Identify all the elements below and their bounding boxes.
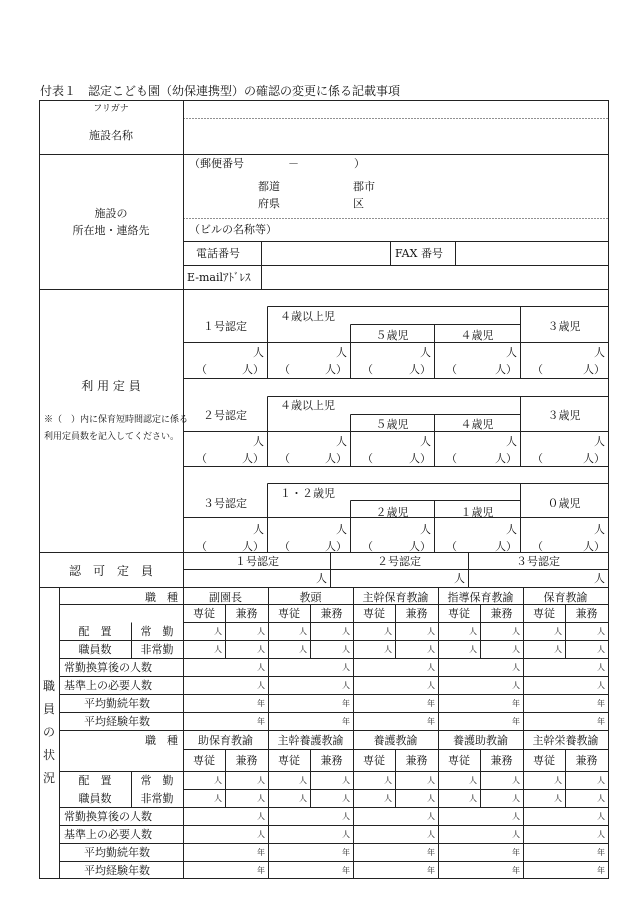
job-title: 保育教諭 bbox=[543, 591, 588, 604]
fulltime-dedicated-header: 専従 bbox=[193, 753, 215, 767]
short-hours-paren-unit: 人） bbox=[242, 452, 264, 465]
summary-unit: 年 bbox=[342, 699, 350, 708]
staff-count-unit: 人 bbox=[512, 794, 520, 803]
parttime-label: 非常勤 bbox=[140, 643, 174, 656]
building-name-field[interactable]: （ビルの名称等） bbox=[189, 223, 277, 236]
form-title: 付表１ 認定こども園（幼保連携型）の確認の変更に係る記載事項 bbox=[40, 84, 401, 98]
staff-side-label-1: 職 bbox=[42, 679, 56, 693]
staff-count-unit: 人 bbox=[512, 645, 520, 654]
fulltime-dedicated-header: 専従 bbox=[193, 606, 215, 620]
capacity-count-unit: 人 bbox=[253, 523, 264, 536]
staff-count-unit: 人 bbox=[299, 627, 307, 636]
capacity-count-unit: 人 bbox=[594, 435, 605, 448]
concurrent-header: 兼務 bbox=[490, 753, 513, 767]
summary-unit: 年 bbox=[257, 717, 265, 726]
job-title: 助保育教諭 bbox=[198, 734, 253, 747]
summary-unit: 年 bbox=[342, 848, 350, 857]
short-hours-paren-open: （ bbox=[446, 540, 457, 553]
city-label: 郡市 bbox=[353, 180, 375, 193]
staff-count-unit: 人 bbox=[214, 627, 222, 636]
placement-label: 配 置 bbox=[78, 774, 112, 787]
short-hours-paren-open: （ bbox=[279, 363, 290, 376]
summary-row-label: 基準上の必要人数 bbox=[64, 828, 152, 841]
staff-count-unit: 人 bbox=[257, 645, 265, 654]
email-label: E-mailｱﾄﾞﾚｽ bbox=[187, 271, 251, 284]
concurrent-header: 兼務 bbox=[575, 606, 598, 620]
summary-unit: 人 bbox=[257, 663, 265, 672]
job-title: 養護助教諭 bbox=[453, 734, 508, 747]
postal-code-field[interactable]: （郵便番号 － ） bbox=[189, 157, 365, 170]
fulltime-label: 常 勤 bbox=[140, 774, 174, 787]
age-group-label: ４歳以上児 bbox=[280, 310, 335, 323]
phone-label: 電話番号 bbox=[196, 247, 240, 260]
staff-count-unit: 人 bbox=[554, 794, 562, 803]
concurrent-header: 兼務 bbox=[490, 606, 513, 620]
short-hours-paren-open: （ bbox=[196, 540, 207, 553]
cert-label: ３号認定 bbox=[203, 497, 247, 510]
summary-unit: 年 bbox=[512, 717, 520, 726]
capacity-count-unit: 人 bbox=[253, 435, 264, 448]
job-title: 主幹保育教諭 bbox=[362, 591, 429, 604]
summary-unit: 人 bbox=[257, 812, 265, 821]
sub-age-label: ４歳児 bbox=[460, 418, 494, 431]
job-title: 指導保育教諭 bbox=[447, 591, 514, 604]
staff-count-unit: 人 bbox=[342, 645, 350, 654]
staff-count-unit: 人 bbox=[597, 794, 605, 803]
fax-field[interactable] bbox=[458, 243, 606, 263]
summary-unit: 年 bbox=[257, 866, 265, 875]
short-hours-paren-open: （ bbox=[196, 452, 207, 465]
staff-side-label-3: の bbox=[42, 725, 56, 739]
concurrent-header: 兼務 bbox=[320, 753, 343, 767]
summary-unit: 人 bbox=[427, 681, 435, 690]
fulltime-dedicated-header: 専従 bbox=[278, 753, 300, 767]
staff-count-unit: 人 bbox=[384, 645, 392, 654]
location-label-line2: 所在地・連絡先 bbox=[72, 224, 150, 237]
staff-count-unit: 人 bbox=[512, 627, 520, 636]
summary-row-label: 平均勤続年数 bbox=[84, 697, 150, 710]
staff-count-unit: 人 bbox=[554, 627, 562, 636]
capacity-count-unit: 人 bbox=[420, 435, 431, 448]
staff-count-unit: 人 bbox=[299, 794, 307, 803]
short-hours-paren-open: （ bbox=[446, 363, 457, 376]
summary-unit: 年 bbox=[427, 699, 435, 708]
summary-unit: 人 bbox=[342, 663, 350, 672]
staff-count-unit: 人 bbox=[384, 794, 392, 803]
staff-count-unit: 人 bbox=[342, 776, 350, 785]
summary-unit: 人 bbox=[597, 812, 605, 821]
summary-unit: 年 bbox=[597, 848, 605, 857]
age-group-label: ４歳以上児 bbox=[280, 399, 335, 412]
staff-count-unit: 人 bbox=[554, 645, 562, 654]
job-title: 主幹養護教諭 bbox=[277, 734, 344, 747]
staff-count-unit: 人 bbox=[299, 645, 307, 654]
capacity-count-unit: 人 bbox=[420, 523, 431, 536]
youngest-age-label: ３歳児 bbox=[547, 409, 581, 422]
summary-unit: 人 bbox=[427, 830, 435, 839]
cert-label: ２号認定 bbox=[203, 409, 247, 422]
staff-side-label-4: 状 bbox=[42, 748, 56, 762]
sub-age-label: １歳児 bbox=[460, 506, 494, 519]
summary-unit: 人 bbox=[597, 830, 605, 839]
short-hours-paren-open: （ bbox=[446, 452, 457, 465]
staff-count-unit: 人 bbox=[342, 627, 350, 636]
job-title: 養護教諭 bbox=[373, 734, 418, 747]
summary-unit: 人 bbox=[342, 812, 350, 821]
authorized-label: 認 可 定 員 bbox=[68, 564, 154, 578]
staff-count-unit: 人 bbox=[512, 776, 520, 785]
summary-row-label: 平均経験年数 bbox=[84, 864, 150, 877]
short-hours-paren-open: （ bbox=[362, 363, 373, 376]
short-hours-paren-unit: 人） bbox=[409, 452, 431, 465]
authorized-unit-3: 人 bbox=[594, 572, 605, 585]
capacity-count-unit: 人 bbox=[506, 346, 517, 359]
summary-unit: 人 bbox=[257, 830, 265, 839]
summary-unit: 年 bbox=[427, 717, 435, 726]
prefecture-label-top: 都道 bbox=[258, 180, 280, 193]
summary-unit: 人 bbox=[597, 663, 605, 672]
short-hours-paren-unit: 人） bbox=[583, 452, 605, 465]
staff-count-unit: 人 bbox=[554, 776, 562, 785]
short-hours-paren-unit: 人） bbox=[409, 540, 431, 553]
authorized-header-3: ３号認定 bbox=[516, 555, 560, 568]
authorized-header-2: ２号認定 bbox=[377, 555, 421, 568]
staff-count-unit: 人 bbox=[384, 627, 392, 636]
staff-count-unit: 人 bbox=[469, 645, 477, 654]
staff-count-unit: 人 bbox=[427, 794, 435, 803]
summary-unit: 人 bbox=[512, 812, 520, 821]
short-hours-paren-open: （ bbox=[362, 452, 373, 465]
ward-label: 区 bbox=[353, 197, 364, 210]
staff-count-unit: 人 bbox=[427, 776, 435, 785]
summary-unit: 年 bbox=[597, 699, 605, 708]
age-group-label: １・２歳児 bbox=[280, 487, 335, 500]
summary-row-label: 常勤換算後の人数 bbox=[64, 661, 152, 674]
short-hours-paren-unit: 人） bbox=[583, 363, 605, 376]
placement-label: 配 置 bbox=[78, 625, 112, 638]
summary-unit: 年 bbox=[342, 866, 350, 875]
staff-count-unit: 人 bbox=[299, 776, 307, 785]
short-hours-paren-unit: 人） bbox=[495, 540, 517, 553]
summary-unit: 年 bbox=[512, 866, 520, 875]
staff-count-unit: 人 bbox=[469, 794, 477, 803]
authorized-header-1: １号認定 bbox=[235, 555, 279, 568]
short-hours-paren-open: （ bbox=[362, 540, 373, 553]
sub-age-label: ４歳児 bbox=[460, 329, 494, 342]
summary-unit: 年 bbox=[257, 699, 265, 708]
summary-unit: 年 bbox=[427, 848, 435, 857]
authorized-unit-2: 人 bbox=[454, 572, 465, 585]
sub-age-label: ２歳児 bbox=[375, 506, 409, 519]
summary-unit: 人 bbox=[342, 830, 350, 839]
summary-unit: 人 bbox=[427, 663, 435, 672]
location-label-line1: 施設の bbox=[94, 207, 128, 220]
staff-count-unit: 人 bbox=[597, 645, 605, 654]
short-hours-paren-unit: 人） bbox=[325, 363, 347, 376]
summary-unit: 年 bbox=[257, 848, 265, 857]
staff-count-unit: 人 bbox=[597, 627, 605, 636]
fulltime-dedicated-header: 専従 bbox=[363, 753, 385, 767]
staff-count-unit: 人 bbox=[214, 794, 222, 803]
youngest-age-label: ３歳児 bbox=[547, 320, 581, 333]
furigana-label: フリガナ bbox=[93, 104, 129, 114]
short-hours-paren-unit: 人） bbox=[583, 540, 605, 553]
short-hours-paren-open: （ bbox=[532, 540, 543, 553]
summary-row-label: 基準上の必要人数 bbox=[64, 679, 152, 692]
capacity-count-unit: 人 bbox=[336, 435, 347, 448]
summary-unit: 人 bbox=[257, 681, 265, 690]
facility-name-label: 施設名称 bbox=[89, 129, 133, 142]
staff-count-label: 職員数 bbox=[78, 792, 112, 805]
staff-count-unit: 人 bbox=[469, 627, 477, 636]
capacity-count-unit: 人 bbox=[506, 523, 517, 536]
job-title: 主幹栄養教諭 bbox=[532, 734, 599, 747]
job-title: 教頭 bbox=[299, 591, 322, 604]
short-hours-paren-unit: 人） bbox=[409, 363, 431, 376]
short-hours-paren-open: （ bbox=[532, 363, 543, 376]
sub-age-label: ５歳児 bbox=[375, 418, 409, 431]
staff-count-unit: 人 bbox=[257, 776, 265, 785]
short-hours-paren-unit: 人） bbox=[242, 363, 264, 376]
capacity-note: ※（ ）内に保育短時間認定に係る利用定員数を記入してください。 bbox=[44, 415, 189, 442]
summary-unit: 年 bbox=[512, 848, 520, 857]
capacity-count-unit: 人 bbox=[420, 346, 431, 359]
fulltime-dedicated-header: 専従 bbox=[533, 753, 555, 767]
summary-unit: 人 bbox=[512, 663, 520, 672]
summary-unit: 年 bbox=[512, 699, 520, 708]
capacity-count-unit: 人 bbox=[336, 346, 347, 359]
summary-unit: 人 bbox=[512, 681, 520, 690]
fulltime-dedicated-header: 専従 bbox=[448, 753, 470, 767]
staff-count-unit: 人 bbox=[214, 645, 222, 654]
staff-count-unit: 人 bbox=[427, 645, 435, 654]
capacity-count-unit: 人 bbox=[594, 523, 605, 536]
concurrent-header: 兼務 bbox=[575, 753, 598, 767]
summary-unit: 年 bbox=[597, 717, 605, 726]
summary-row-label: 平均経験年数 bbox=[84, 715, 150, 728]
facility-name-field[interactable] bbox=[186, 121, 606, 152]
capacity-count-unit: 人 bbox=[336, 523, 347, 536]
staff-count-unit: 人 bbox=[427, 627, 435, 636]
concurrent-header: 兼務 bbox=[405, 606, 428, 620]
cert-label: １号認定 bbox=[203, 320, 247, 333]
short-hours-paren-open: （ bbox=[532, 452, 543, 465]
email-field[interactable] bbox=[264, 267, 606, 287]
fax-label: FAX 番号 bbox=[395, 247, 443, 260]
capacity-count-unit: 人 bbox=[506, 435, 517, 448]
summary-row-label: 平均勤続年数 bbox=[84, 846, 150, 859]
short-hours-paren-open: （ bbox=[279, 540, 290, 553]
job-type-label: 職 種 bbox=[145, 734, 178, 747]
short-hours-paren-unit: 人） bbox=[325, 540, 347, 553]
capacity-count-unit: 人 bbox=[253, 346, 264, 359]
summary-unit: 年 bbox=[427, 866, 435, 875]
capacity-count-unit: 人 bbox=[594, 346, 605, 359]
concurrent-header: 兼務 bbox=[235, 753, 258, 767]
sub-age-label: ５歳児 bbox=[375, 329, 409, 342]
short-hours-paren-open: （ bbox=[279, 452, 290, 465]
authorized-unit-1: 人 bbox=[316, 572, 327, 585]
summary-row-label: 常勤換算後の人数 bbox=[64, 810, 152, 823]
staff-count-unit: 人 bbox=[469, 776, 477, 785]
summary-unit: 年 bbox=[597, 866, 605, 875]
summary-unit: 人 bbox=[597, 681, 605, 690]
capacity-label: 利 用 定 員 bbox=[81, 379, 141, 393]
staff-side-label-2: 員 bbox=[42, 702, 56, 716]
fulltime-dedicated-header: 専従 bbox=[533, 606, 555, 620]
summary-unit: 年 bbox=[342, 717, 350, 726]
summary-unit: 人 bbox=[342, 681, 350, 690]
short-hours-paren-unit: 人） bbox=[242, 540, 264, 553]
job-type-label: 職 種 bbox=[145, 591, 178, 604]
job-title: 副園長 bbox=[209, 591, 242, 604]
concurrent-header: 兼務 bbox=[235, 606, 258, 620]
staff-count-unit: 人 bbox=[257, 794, 265, 803]
short-hours-paren-unit: 人） bbox=[495, 363, 517, 376]
summary-unit: 人 bbox=[427, 812, 435, 821]
fulltime-label: 常 勤 bbox=[140, 625, 174, 638]
short-hours-paren-unit: 人） bbox=[325, 452, 347, 465]
concurrent-header: 兼務 bbox=[320, 606, 343, 620]
short-hours-paren-unit: 人） bbox=[495, 452, 517, 465]
prefecture-label-bottom: 府県 bbox=[258, 197, 280, 210]
youngest-age-label: ０歳児 bbox=[547, 497, 581, 510]
parttime-label: 非常勤 bbox=[140, 792, 174, 805]
staff-count-label: 職員数 bbox=[78, 643, 112, 656]
staff-count-unit: 人 bbox=[384, 776, 392, 785]
phone-field[interactable] bbox=[264, 243, 388, 263]
fulltime-dedicated-header: 専従 bbox=[278, 606, 300, 620]
concurrent-header: 兼務 bbox=[405, 753, 428, 767]
fulltime-dedicated-header: 専従 bbox=[448, 606, 470, 620]
furigana-field[interactable] bbox=[186, 103, 606, 117]
staff-count-unit: 人 bbox=[597, 776, 605, 785]
staff-count-unit: 人 bbox=[214, 776, 222, 785]
summary-unit: 人 bbox=[512, 830, 520, 839]
staff-count-unit: 人 bbox=[257, 627, 265, 636]
fulltime-dedicated-header: 専従 bbox=[363, 606, 385, 620]
staff-count-unit: 人 bbox=[342, 794, 350, 803]
staff-side-label-5: 況 bbox=[42, 771, 56, 785]
short-hours-paren-open: （ bbox=[196, 363, 207, 376]
